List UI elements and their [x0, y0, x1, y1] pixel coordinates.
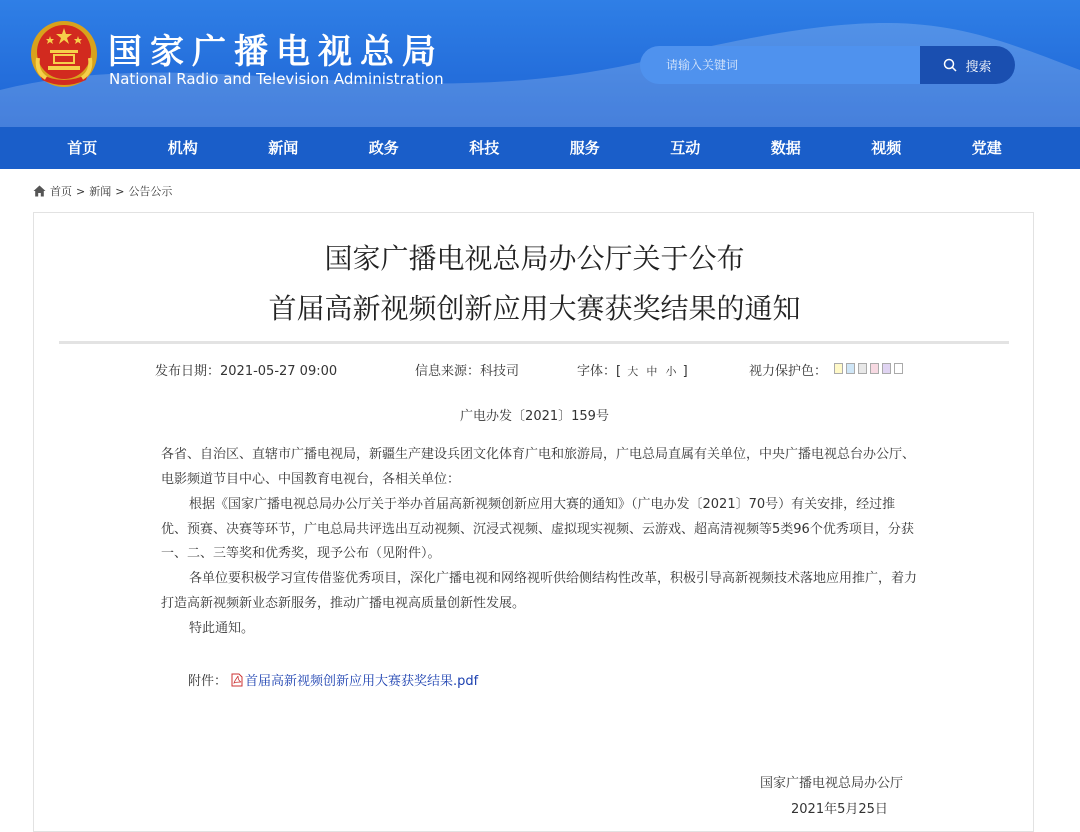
nav-item-interaction[interactable]: 互动 — [670, 139, 701, 157]
font-small-button[interactable]: 小 — [665, 365, 677, 378]
search-icon — [943, 58, 957, 72]
site-header — [0, 0, 1080, 127]
attachment-row — [188, 670, 478, 689]
paragraph-body: 各单位要积极学习宣传借鉴优秀项目，深化广播电视和网络视听供给侧结构性改革，积极引导高新视频技术落地应用推广，着力打造高新视频新业态新服务，推动广播电视高质量创新性发展。 — [161, 571, 918, 611]
eye-care-swatch-white[interactable] — [894, 363, 903, 374]
breadcrumb-news-link[interactable]: 新闻 — [89, 185, 112, 198]
search-box — [640, 46, 1015, 84]
nav-item-home[interactable]: 首页 — [67, 139, 98, 157]
main-nav — [0, 127, 1080, 169]
nav-item-data[interactable]: 数据 — [770, 139, 801, 157]
article-title-line1: 国家广播电视总局办公厅关于公布 — [324, 242, 745, 275]
article-title-line2: 首届高新视频创新应用大赛获奖结果的通知 — [268, 292, 801, 325]
signature-date: 2021年5月25日 — [791, 802, 888, 817]
nav-item-party-building[interactable]: 党建 — [971, 139, 1002, 157]
search-button-label: 搜索 — [965, 59, 992, 75]
search-input[interactable] — [640, 46, 920, 84]
paragraph-body: 根据《国家广播电视总局办公厅关于举办首届高新视频创新应用大赛的通知》（广电办发〔2021〕70号）有关安排，经过推优、预赛、决赛等环节，广电总局共评选出互动视频、沉浸式视频、虚拟现实视频、云游戏、超高清视频等5类96个优秀项目，分获一、二、三等奖和优秀奖，现予公布（见附件）。 — [161, 497, 914, 561]
paragraph-closing: 特此通知。 — [189, 621, 255, 636]
article-card — [33, 212, 1034, 832]
signature-organization: 国家广播电视总局办公厅 — [760, 776, 904, 791]
font-size-controls — [577, 360, 688, 379]
breadcrumb-home-link[interactable]: 首页 — [50, 185, 72, 198]
nav-item-technology[interactable]: 科技 — [469, 139, 500, 157]
eye-care-swatch-pink[interactable] — [870, 363, 879, 374]
breadcrumb-separator: > — [76, 184, 86, 198]
eye-care-swatches — [834, 363, 903, 374]
home-icon — [33, 185, 46, 197]
eye-care-swatch-purple[interactable] — [882, 363, 891, 374]
nav-item-services[interactable]: 服务 — [569, 139, 600, 157]
info-source: 信息来源：科技司 — [415, 364, 520, 379]
attachment-label: 附件： — [188, 674, 228, 689]
paragraph-addressees: 各省、自治区、直辖市广播电视局，新疆生产建设兵团文化体育广电和旅游局，广电总局直属有关单位，中央广播电视总台办公厅、电影频道节目中心、中国教育电视台，各相关单位： — [161, 447, 916, 487]
publish-date: 发布日期：2021-05-27 09:00 — [155, 364, 338, 379]
eye-care-swatch-gray[interactable] — [858, 363, 867, 374]
title-divider — [59, 341, 1009, 344]
pdf-icon — [231, 673, 243, 687]
breadcrumb — [33, 183, 172, 199]
font-large-button[interactable]: 大 — [627, 365, 639, 378]
nav-item-government-affairs[interactable]: 政务 — [368, 139, 399, 157]
font-medium-button[interactable]: 中 — [646, 365, 658, 378]
nav-item-institutions[interactable]: 机构 — [167, 139, 198, 157]
national-emblem-logo[interactable] — [30, 20, 98, 88]
breadcrumb-separator: > — [115, 184, 125, 198]
nav-item-news[interactable]: 新闻 — [268, 139, 299, 157]
search-button[interactable] — [920, 46, 1015, 84]
eye-care-label: 视力保护色： — [749, 364, 828, 379]
font-size-label: 字体：[ — [577, 364, 622, 379]
nav-item-video[interactable]: 视频 — [871, 139, 902, 157]
attachment-link[interactable]: 首届高新视频创新应用大赛获奖结果.pdf — [245, 674, 479, 689]
eye-care-swatch-blue[interactable] — [846, 363, 855, 374]
site-subtitle: National Radio and Television Administration — [109, 70, 444, 88]
eye-care-swatch-yellow[interactable] — [834, 363, 843, 374]
document-number: 广电办发〔2021〕159号 — [460, 409, 609, 424]
breadcrumb-current-link[interactable]: 公告公示 — [128, 185, 173, 198]
site-title[interactable]: 国家广播电视总局 — [108, 32, 444, 72]
font-size-close-bracket: ] — [682, 364, 688, 379]
